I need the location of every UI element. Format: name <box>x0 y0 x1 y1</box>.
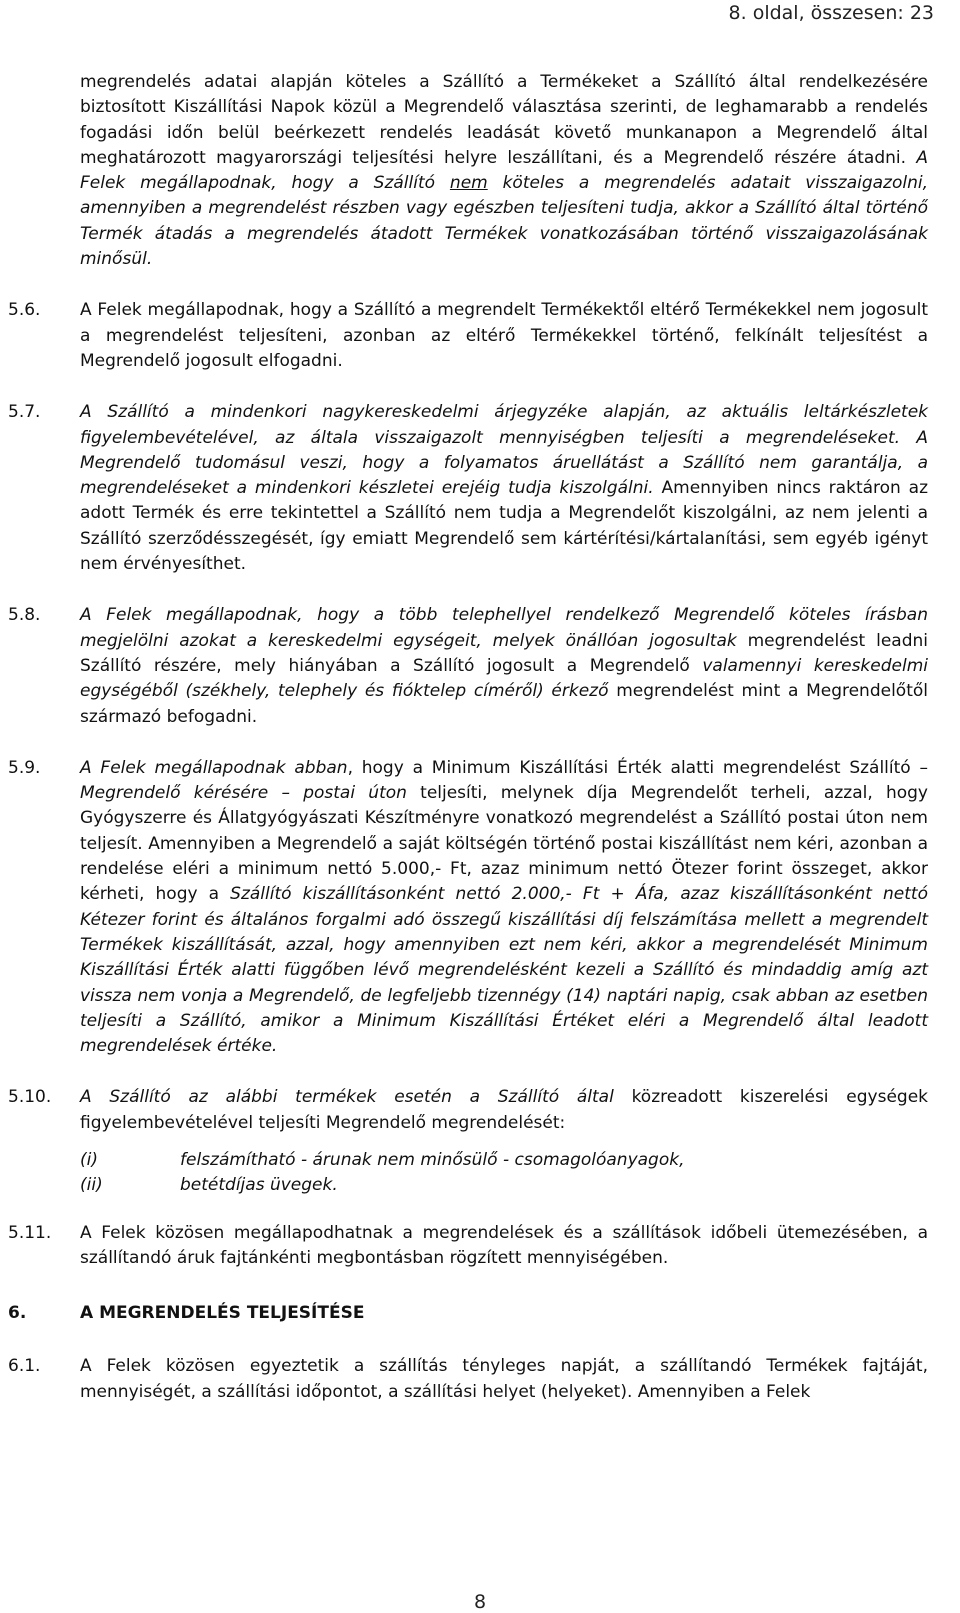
clause-text-italic: és általános forgalmi adó összegű kiszállítási díj felszámítása mellett a megrendelt Termékek kiszállítását, azzal, hogy amennyiben ezt nem kéri, akkor a megrendelését Minimum Kiszállítási Érték alatti függőben lévő megrendelésként kezeli a Szállító és mindaddig amíg azt vissza nem vonja a Megrendelő, de legfeljebb tizennégy (14) naptári napig, csak abban az esetben teljesíti a Szállító, amikor a Minimum Kiszállítási Értéket eléri a Megrendelő által leadott megrendelések értéke. <box>80 909 928 1057</box>
clause-6-1 <box>8 1354 928 1405</box>
list-item-label: (ii) <box>80 1175 103 1196</box>
clause-text: teljesíti, melynek díja Megrendelőt terheli, azzal, hogy Gyógyszerre és Állatgyógyászati Készítményre vonatkozó megrendelést a Szállító postai úton nem teljesít. Amennyiben a Megrendelő a saját költségén történő postai kiszállítást nem kéri, azonban a rendelése eléri a minimum nettó 5.000,- Ft, azaz minimum nettó Ötezer forint összeget, akkor kérheti, hogy a <box>80 783 928 905</box>
section-heading <box>8 1301 928 1326</box>
list-item <box>80 1148 928 1173</box>
clause-5-9 <box>8 756 928 1060</box>
clause-text: A Felek közösen egyeztetik a szállítás tényleges napját, a szállítandó Termékek fajtáját, mennyiségét, a szállítási időpontot, a szállítási helyet (helyeket). Amennyiben a Felek <box>80 1356 928 1402</box>
section-number: 6. <box>8 1303 27 1324</box>
paragraph-text-italic: A Felek megállapodnak, hogy a Szállító <box>80 147 928 194</box>
clause-text: megrendelést mint a Megrendelőtől származó befogadni. <box>80 681 928 727</box>
clause-text: megrendelést leadni Szállító részére, mely hiányában a Szállító jogosult a Megrendelő <box>80 630 928 676</box>
list-item <box>80 1173 928 1198</box>
clause-text: , hogy a Minimum Kiszállítási Érték alatti megrendelést Szállító – <box>347 757 928 778</box>
clause-number: 5.8. <box>8 605 41 626</box>
page-header: 8. oldal, összesen: 23 <box>728 2 934 24</box>
clause-text-italic: A Szállító az alábbi termékek esetén a Szállító által <box>80 1087 614 1108</box>
clause-text-italic: Szállító kiszállításonként nettó 2.000,- Ft + Áfa, azaz kiszállításonként nettó Kétezer forint <box>80 884 928 930</box>
clause-number: 5.7. <box>8 402 41 423</box>
clause-text-italic: A Szállító a mindenkori nagykereskedelmi árjegyzéke alapján, az aktuális leltárkészletek figyelembevételével, az általa visszaigazolt mennyiségben teljesíti a megrendeléseket. <box>80 402 928 448</box>
clause-text-italic: A Felek megállapodnak abban <box>80 757 348 778</box>
paragraph-continuation <box>80 70 928 272</box>
clause-text-italic: valamennyi kereskedelmi egységéből (székhely, telephely és fióktelep címéről) érkező <box>80 655 928 702</box>
page-number: 8 <box>473 1591 487 1613</box>
clause-number: 5.10. <box>8 1087 52 1108</box>
clause-5-6 <box>8 298 928 374</box>
clause-number: 5.11. <box>8 1222 52 1243</box>
clause-text: Amennyiben nincs raktáron az adott Termék és erre tekintettel a Szállító nem tudja a Megrendelőt kiszolgálni, az nem jelenti a Szállító szerződésszegését, így emiatt Megrendelő sem kártérítési/kártalanítási, sem egyéb igényt nem érvényesíthet. <box>80 478 928 575</box>
list-item-text: felszámítható - árunak nem minősülő - csomagolóanyagok, <box>180 1149 685 1170</box>
clause-5-7 <box>8 400 928 577</box>
clause-text-italic: A Felek megállapodnak, hogy a több telephellyel rendelkező Megrendelő köteles írásban megjelölni azokat a kereskedelmi egységeit, melyek önállóan jogosultak <box>80 605 928 651</box>
clause-5-11 <box>8 1221 928 1272</box>
clause-text: közreadott kiszerelési egységek figyelembevételével teljesíti Megrendelő megrendelését: <box>80 1087 928 1133</box>
clause-5-8 <box>8 603 928 729</box>
clause-number: 6.1. <box>8 1356 41 1377</box>
paragraph-text-italic: köteles a megrendelés adatait visszaigazolni, amennyiben a megrendelést részben vagy egészben teljesíteni tudja, akkor a Szállító által történő Termék átadás a megrendelés átadott Termékek vonatkozásában történő visszaigazolásának minősül. <box>80 173 928 270</box>
clause-5-10-list <box>80 1148 928 1199</box>
clause-number: 5.6. <box>8 300 41 321</box>
clause-text: A Felek közösen megállapodhatnak a megrendelések és a szállítások időbeli ütemezésében, a szállítandó áruk fajtánkénti megbontásban rögzített mennyiségében. <box>80 1222 928 1268</box>
list-item-text: betétdíjas üvegek. <box>180 1175 338 1196</box>
underlined-word: nem <box>449 173 488 194</box>
list-item-label: (i) <box>80 1149 98 1170</box>
clause-5-10 <box>8 1085 928 1136</box>
clause-text-italic: Megrendelő kérésére – postai úton <box>80 783 407 804</box>
clause-text-italic: A Megrendelő tudomásul veszi, hogy a folyamatos áruellátást a Szállító nem garantálja, a megrendeléseket a mindenkori készletei erejéig tudja kiszolgálni. <box>80 427 928 499</box>
clause-text: A Felek megállapodnak, hogy a Szállító a megrendelt Termékektől eltérő Termékekkel nem jogosult a megrendelést teljesíteni, azonban az eltérő Termékekkel történő, felkínált teljesítést a Megrendelő jogosult elfogadni. <box>80 300 928 371</box>
document-body <box>8 70 928 1431</box>
paragraph-text: megrendelés adatai alapján köteles a Szállító a Termékeket a Szállító által rendelkezésére biztosított Kiszállítási Napok közül a Megrendelő választása szerinti, de leghamarabb a rendelés fogadási időn belül beérkezett rendelés leadását követő munkanapon a Megrendelő által meghatározott magyarországi teljesítési helyre leszállítani, és a Megrendelő részére átadni. <box>80 72 928 168</box>
clause-number: 5.9. <box>8 757 41 778</box>
section-title: A MEGRENDELÉS TELJESÍTÉSE <box>80 1303 365 1324</box>
